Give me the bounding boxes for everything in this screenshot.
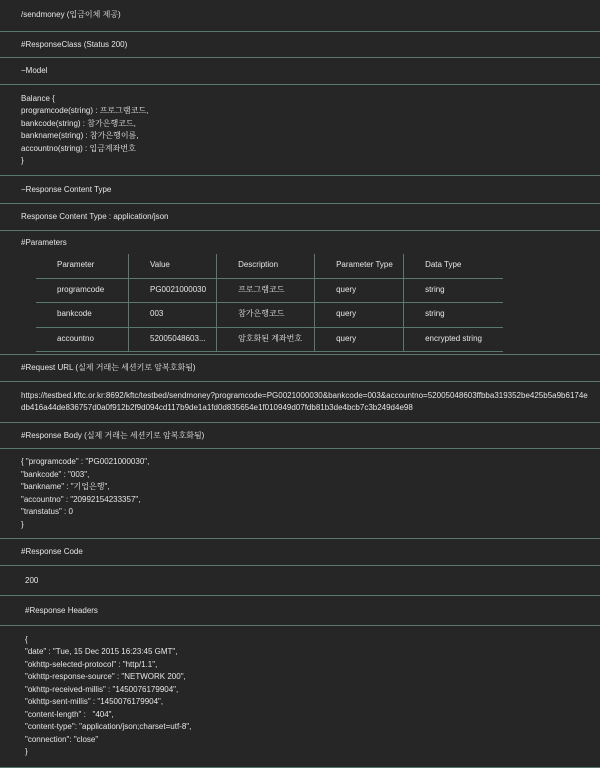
table-cell: PG0021000030 (129, 278, 217, 303)
table-cell: query (315, 278, 404, 303)
content-type-value: Response Content Type : application/json (0, 204, 600, 231)
parameters-header: #Parameters (21, 237, 67, 247)
table-cell: string (404, 278, 504, 303)
table-header: Data Type (404, 254, 504, 278)
table-cell: 프로그램코드 (217, 278, 315, 303)
table-cell: string (404, 303, 504, 328)
table-header: Description (217, 254, 315, 278)
table-header: Parameter Type (315, 254, 404, 278)
content-type-header[interactable]: −Response Content Type (0, 176, 600, 205)
table-row (36, 278, 503, 303)
response-body-header: #Response Body (실제 거래는 세션키로 암복호화됨) (0, 423, 600, 450)
request-url: https://testbed.kftc.or.kr:8692/kftc/testbed/sendmoney?programcode=PG0021000030&bankcode=003&accountno=52005048603ffbba319352be425b5a9b6174edb416a44de836757d0a0f912b2f9d094cd117b9de1a1fd0d835654e1f010949d07fdb81b3de4bcb7c3b249d4e98 (0, 382, 600, 423)
table-cell: encrypted string (404, 327, 504, 352)
response-code-header: #Response Code (0, 539, 600, 566)
table-cell: 003 (129, 303, 217, 328)
table-row (36, 303, 503, 328)
table-cell: 52005048603... (129, 327, 217, 352)
table-cell: query (315, 327, 404, 352)
response-class: #ResponseClass (Status 200) (0, 32, 600, 59)
request-url-header: #Request URL (실제 거래는 세션키로 암복호화됨) (0, 355, 600, 382)
table-cell: 암호화된 계좌번호 (217, 327, 315, 352)
table-header: Parameter (36, 254, 129, 278)
table-header: Value (129, 254, 217, 278)
table-cell: query (315, 303, 404, 328)
response-headers-header: #Response Headers (0, 596, 600, 626)
table-cell: programcode (36, 278, 129, 303)
parameters-table (36, 254, 503, 352)
endpoint-title: /sendmoney (입금이체 제공) (0, 0, 600, 32)
table-cell: bankcode (36, 303, 129, 328)
response-body: { "programcode" : "PG0021000030", "bankcode" : "003", "bankname" : "기업은행", "accountno" : "20992154233357", "transtatus" : 0 } (0, 449, 600, 539)
model-body: Balance { programcode(string) : 프로그램코드, bankcode(string) : 참가은행코드, bankname(string) : 참가은행이름, accountno(string) : 입금계좌번호 } (0, 85, 600, 176)
table-header-row (36, 254, 503, 278)
table-row (36, 327, 503, 352)
response-code: 200 (0, 566, 600, 597)
model-header[interactable]: −Model (0, 58, 600, 85)
parameters-section (0, 231, 600, 356)
table-cell: 참가은행코드 (217, 303, 315, 328)
response-headers: { "date" : "Tue, 15 Dec 2015 16:23:45 GMT", "okhttp-selected-protocol" : "http/1.1", "okhttp-response-source" : "NETWORK 200", "okhttp-received-millis" : "1450076179904", "okhttp-sent-millis" : "1450076179904", "content-length" : "404", "content-type": "application/json;charset=utf-8", "connection": "close" } (0, 626, 600, 768)
table-cell: accountno (36, 327, 129, 352)
